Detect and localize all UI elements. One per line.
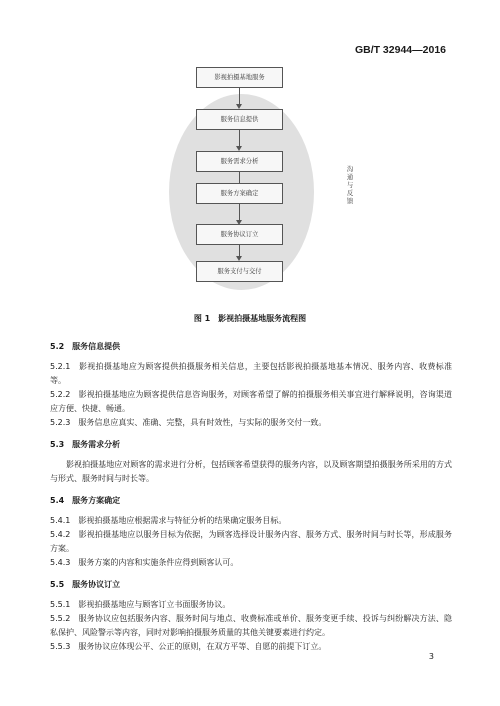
flow-box-payment-delivery: 服务支付与交付 bbox=[196, 261, 283, 282]
flow-box-plan-confirm: 服务方案确定 bbox=[196, 183, 283, 204]
figure-caption: 图 1 影视拍摄基地服务流程图 bbox=[193, 314, 307, 323]
paragraph: 5.4.1 影视拍摄基地应根据需求与特征分析的结果确定服务目标。 bbox=[50, 516, 287, 525]
flow-box-demand-analysis: 服务需求分析 bbox=[196, 151, 283, 172]
paragraph: 5.4.2 影视拍摄基地应以服务目标为依据，为顾客选择设计服务内容、服务方式、服务时间与时长等，形成服务方案。 bbox=[50, 530, 452, 553]
connector-line bbox=[239, 204, 240, 221]
paragraph: 5.5.3 服务协议应体现公平、公正的原则，在双方平等、自愿的前提下订立。 bbox=[50, 642, 327, 651]
paragraph: 5.2.1 影视拍摄基地应为顾客提供拍摄服务相关信息，主要包括影视拍摄基地基本情况、服务内容、收费标准等。 bbox=[50, 362, 452, 385]
section-heading: 5.3 服务需求分析 bbox=[50, 440, 121, 449]
section-heading: 5.4 服务方案确定 bbox=[50, 496, 121, 505]
paragraph: 5.5.2 服务协议应包括服务内容、服务时间与地点、收费标准或单价、服务变更手续、投诉与纠纷解决方法、隐私保护、风险警示等内容，同时对影响拍摄服务质量的其他关键要素进行约定。 bbox=[50, 614, 452, 637]
feedback-label: 沟通与反馈 bbox=[346, 166, 354, 205]
document-body bbox=[50, 340, 452, 654]
connector-line bbox=[239, 130, 240, 147]
flow-box-info-provision: 服务信息提供 bbox=[196, 109, 283, 130]
flow-box-base-service: 影视拍摄基地服务 bbox=[196, 67, 283, 88]
connector-line bbox=[239, 88, 240, 105]
paragraph: 5.2.3 服务信息应真实、准确、完整，具有时效性，与实际的服务交付一致。 bbox=[50, 418, 327, 427]
section-heading: 5.5 服务协议订立 bbox=[50, 580, 121, 589]
flowchart bbox=[0, 0, 500, 300]
flow-box-agreement: 服务协议订立 bbox=[196, 224, 283, 245]
section-heading: 5.2 服务信息提供 bbox=[50, 342, 121, 351]
standard-code: GB/T 32944—2016 bbox=[354, 44, 446, 56]
page-number: 3 bbox=[428, 652, 434, 661]
paragraph: 5.4.3 服务方案的内容和实施条件应得到顾客认可。 bbox=[50, 558, 239, 567]
paragraph: 5.5.1 影视拍摄基地应与顾客订立书面服务协议。 bbox=[50, 600, 231, 609]
paragraph: 影视拍摄基地应对顾客的需求进行分析，包括顾客希望获得的服务内容，以及顾客期望拍摄服务所采用的方式与形式、服务时间与时长等。 bbox=[50, 460, 452, 483]
paragraph: 5.2.2 影视拍摄基地应为顾客提供信息咨询服务，对顾客希望了解的拍摄服务相关事宜进行解释说明，咨询渠道应方便、快捷、畅通。 bbox=[50, 390, 452, 413]
